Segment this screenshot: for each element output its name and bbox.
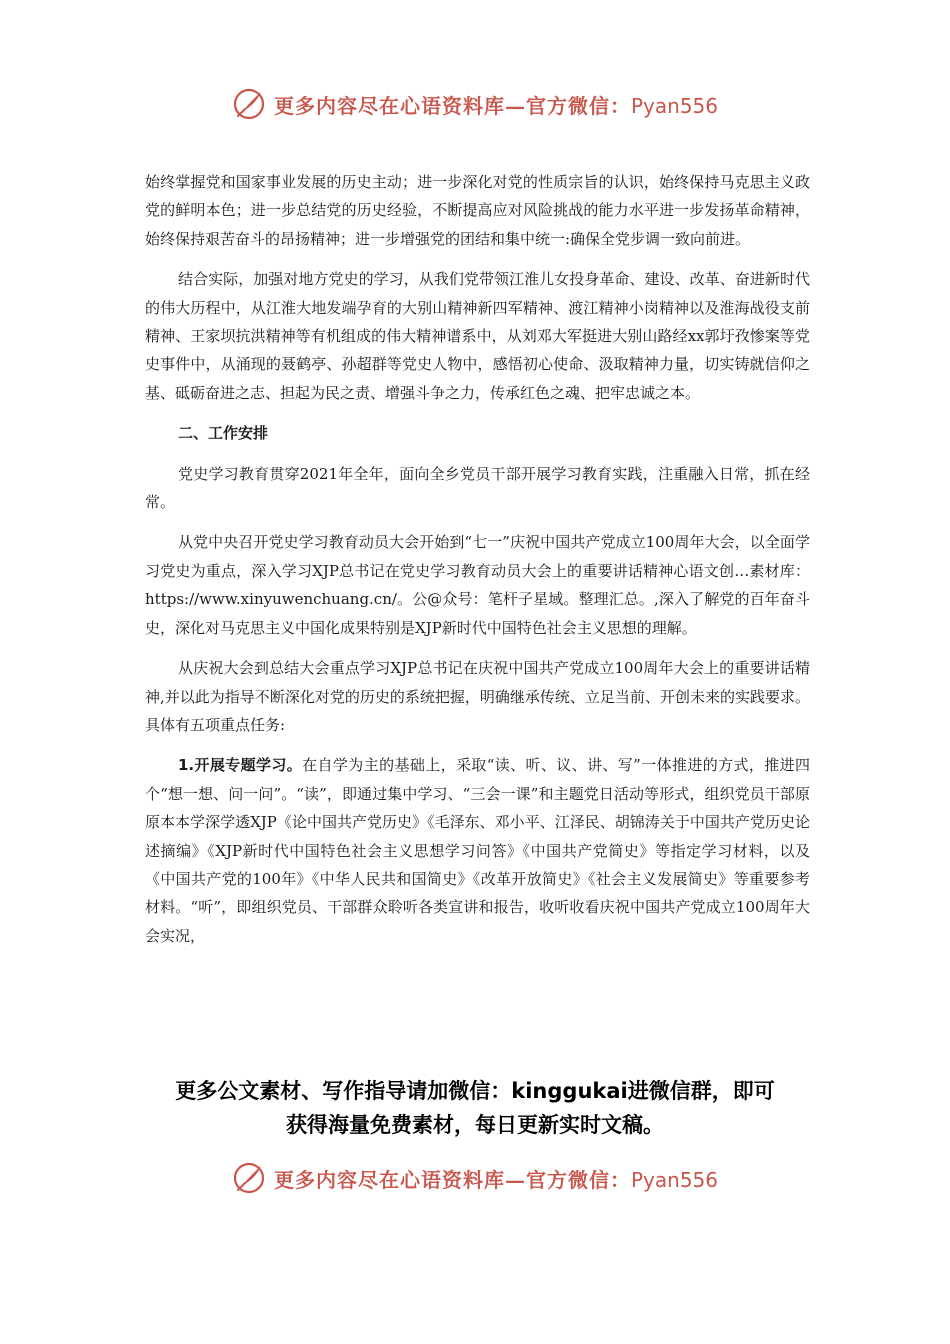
task-1-body: 在自学为主的基础上，采取“读、听、议、讲、写”一体推进的方式，推进四个“想一想、问一问”。“读”，即通过集中学习、“三会一课”和主题党日活动等形式，组织党员干部原原本本学深学透XJP《论中国共产党历史》《毛泽东、邓小平、江泽民、胡锦涛关于中国共产党历史论述摘编》《XJP新时代中国特色社会主义思想学习问答》《中国共产党简史》等指定学习材料，以及《中国共产党的100年》《中华人民共和国简史》《改革开放简史》《社会主义发展简史》等重要参考材料。“听”，即组织党员、干部群众聆听各类宣讲和报告，收听收看庆祝中国共产党成立100周年大会实况， [145,756,811,945]
section-heading-work-arrangement: 二、工作安排 [178,424,269,443]
task-1-lead: 1.开展专题学习。 [178,756,303,775]
footer-brand [0,1158,950,1198]
promo-banner [100,1074,850,1142]
paragraph-5: 从庆祝大会到总结大会重点学习XJP总书记在庆祝中国共产党成立100周年大会上的重要讲话精神,并以此为指导不断深化对党的历史的系统把握，明确继承传统、立足当前、开创未来的实践要求。具体有五项重点任务: [145,659,810,734]
paragraph-6 [145,751,810,950]
paragraph-3: 党史学习教育贯穿2021年全年，面向全乡党员干部开展学习教育实践，注重融入日常，抓在经常。 [145,464,810,512]
feather-pen-logo-icon [232,1161,266,1195]
paragraph-1: 始终掌握党和国家事业发展的历史主动；进一步深化对党的性质宗旨的认识，始终保持马克思主义政党的鲜明本色；进一步总结党的历史经验，不断提高应对风险挑战的能力水平进一步发扬革命精神，始终保持艰苦奋斗的昂扬精神；进一步增强党的团结和集中统一:确保全党步调一致向前进。 [145,173,810,248]
paragraph-2: 结合实际，加强对地方党史的学习，从我们党带领江淮儿女投身革命、建设、改革、奋进新时代的伟大历程中，从江淮大地发端孕育的大别山精神新四军精神、渡江精神小岗精神以及淮海战役支前精神、王家坝抗洪精神等有机组成的伟大精神谱系中，从刘邓大军挺进大别山路经xx郭圩孜惨案等党史事件中，从涌现的聂鹤亭、孙超群等党史人物中，感悟初心使命、汲取精神力量，切实铸就信仰之基、砥砺奋进之志、担起为民之责、增强斗争之力，传承红色之魂、把牢忠诚之本。 [145,270,810,402]
brand-slogan: 更多内容尽在心语资料库—官方微信： [273,93,631,118]
brand-wechat-id: Pyan556 [630,1167,718,1192]
document-body [145,168,810,950]
feather-pen-logo-icon [232,87,266,121]
promo-line-2: 获得海量免费素材，每日更新实时文稿。 [286,1113,664,1137]
paragraph-4: 从党中央召开党史学习教育动员大会开始到“七一”庆祝中国共产党成立100周年大会，以全面学习党史为重点，深入学习XJP总书记在党史学习教育动员大会上的重要讲话精神心语文创…素材库：https://www.xinyuwenchuang.cn/。公@众号：笔杆子星域。整理汇总。,深入了解党的百年奋斗史，深化对马克思主义中国化成果特别是XJP新时代中国特色社会主义思想的理解。 [145,533,810,637]
brand-slogan: 更多内容尽在心语资料库—官方微信： [273,1167,631,1192]
header-brand [0,84,950,124]
brand-wechat-id: Pyan556 [630,93,718,118]
brand-text [274,90,718,119]
brand-text [274,1164,718,1193]
promo-line-1: 更多公文素材、写作指导请加微信：kinggukai进微信群，即可 [175,1079,775,1103]
